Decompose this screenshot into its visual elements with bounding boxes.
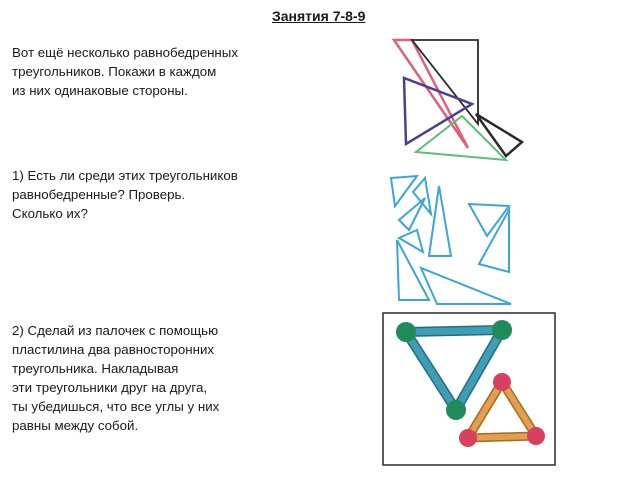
clay-ball [459,429,477,447]
clay-ball [446,400,466,420]
blue-triangle-7 [479,210,509,272]
blue-triangle-5 [429,186,451,256]
clay-ball [493,373,511,391]
figure-blue-triangles [385,170,525,310]
figure-stick-triangles [382,312,556,466]
intro-text: Вот ещё несколько равнобедренных треугольников. Покажи в каждом из них одинаковые стороны. [12,45,238,98]
clay-ball [527,427,545,445]
clay-ball [492,320,512,340]
blue-triangle-2 [413,178,431,214]
page-title: Занятия 7-8-9 [272,8,366,24]
question-2-text: 2) Сделай из палочек с помощью пластилина два равносторонних треугольника. Накладывая эти треугольники друг на друга, ты убедишься, что все углы у них равны между собой. [12,323,220,433]
blue-triangle-9 [421,268,511,304]
triangle-black-thin [476,114,522,156]
figure-isosceles-triangles [380,36,530,184]
clay-ball [396,322,416,342]
question-1-text: 1) Есть ли среди этих треугольников равнобедренные? Проверь. Сколько их? [12,168,238,221]
